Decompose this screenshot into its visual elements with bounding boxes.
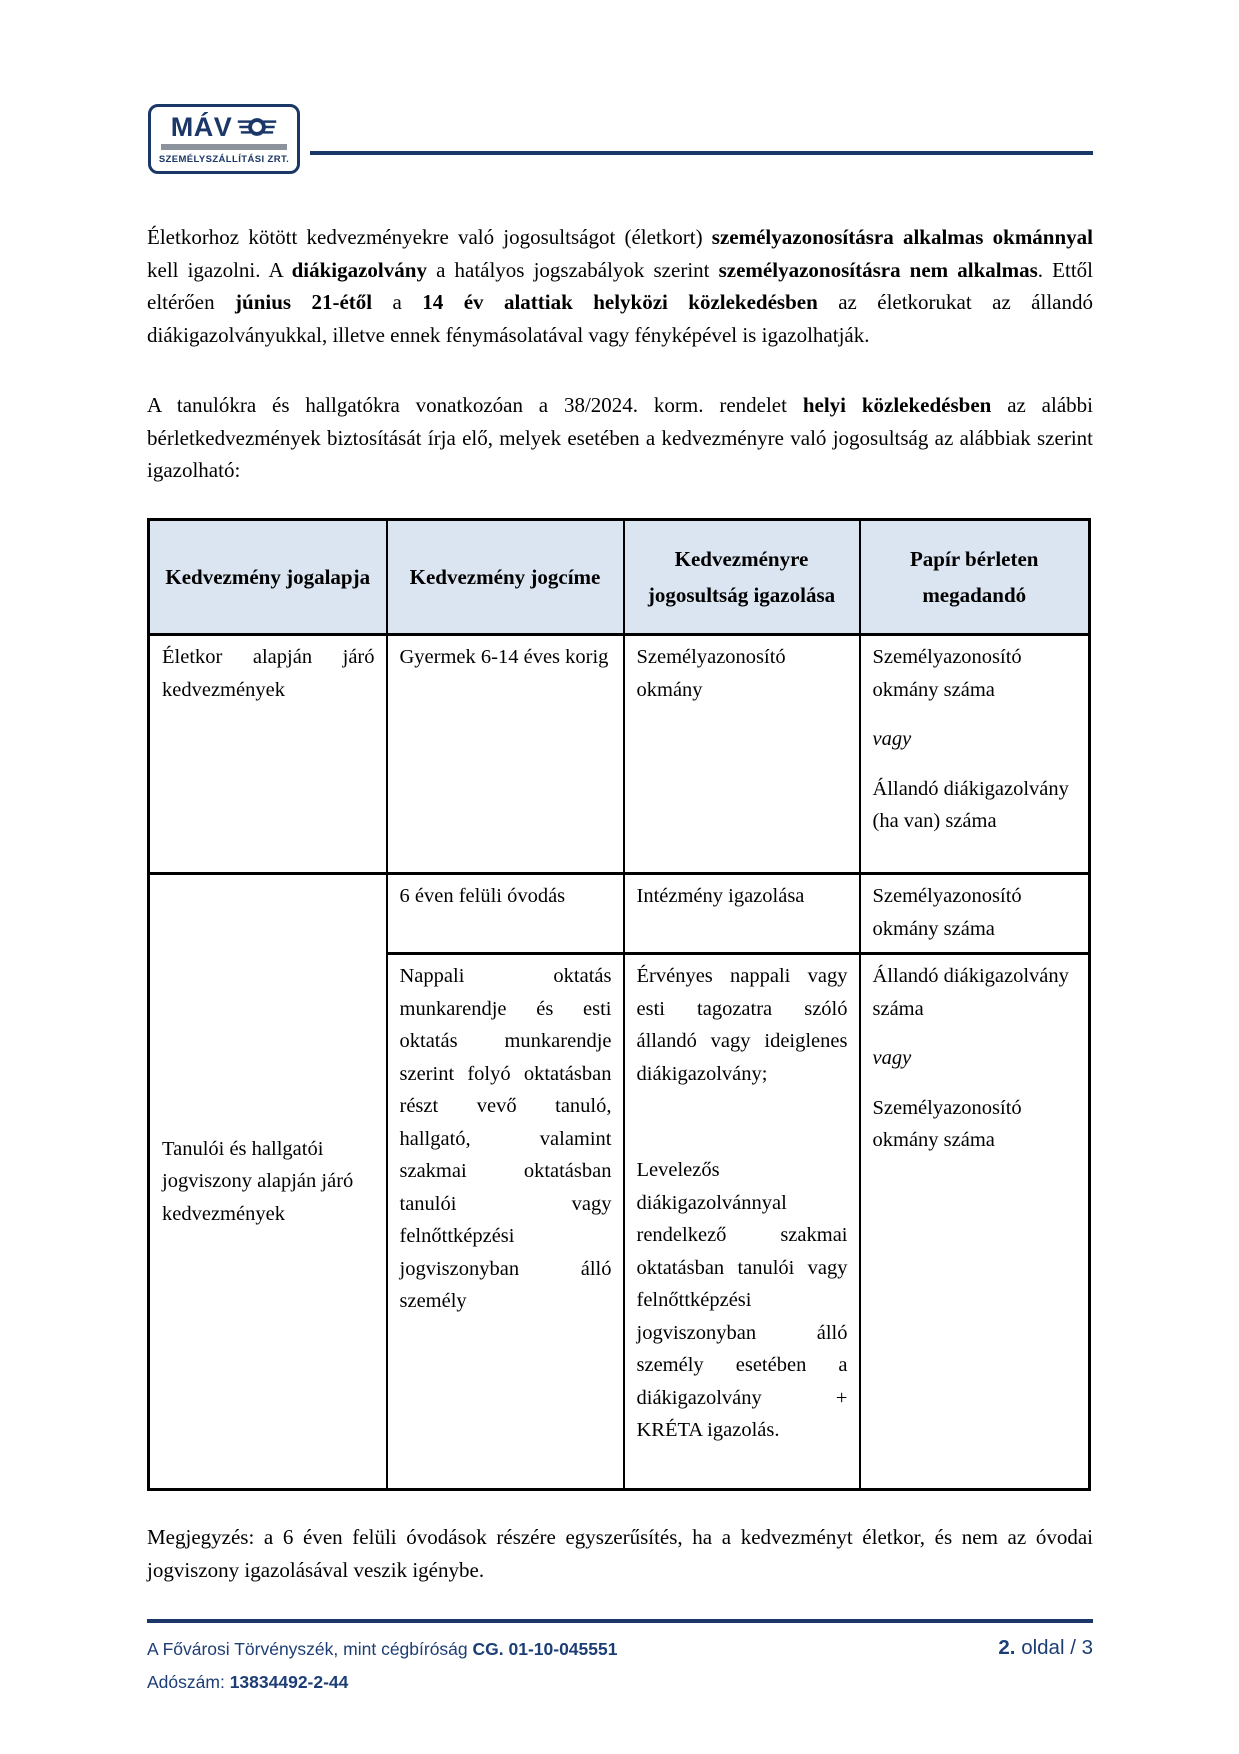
cell-age-proof: Személyazonosító okmány	[624, 635, 860, 874]
cell-paragraph: Állandó diákigazolvány száma	[872, 965, 1069, 1020]
or-separator: vagy	[872, 1047, 912, 1069]
cell-age-title: Gyermek 6-14 éves korig	[387, 635, 624, 874]
footer-company-info	[147, 1633, 847, 1699]
table-row	[149, 874, 1090, 954]
cell-paragraph: Levelezős diákigazolvánnyal rendelkező szakmai oktatásban tanulói vagy felnőttképzési jogviszonyban álló személy esetében a diákigazolvány + KRÉTA igazolás.	[636, 1159, 848, 1441]
page-number: 2. oldal / 3	[998, 1636, 1093, 1659]
cell-paragraph: Személyazonosító okmány száma	[872, 646, 1022, 701]
logo-brand-text: MÁV	[170, 111, 233, 142]
discount-table	[147, 518, 1091, 1491]
table-header-row	[149, 520, 1090, 635]
cell-age-paper	[860, 635, 1090, 874]
cell-paragraph: Személyazonosító okmány száma	[872, 1096, 1022, 1151]
cell-paragraph: Érvényes nappali vagy esti tagozatra szóló állandó vagy ideiglenes diákigazolvány;	[636, 965, 848, 1085]
cell-student-title: Nappali oktatás munkarendje és esti oktatás munkarendje szerint folyó oktatásban részt vevő tanuló, hallgató, valamint szakmai oktatásban tanulói vagy felnőttképzési jogviszonyban álló személy	[387, 954, 624, 1490]
or-separator: vagy	[872, 728, 912, 750]
logo-divider-bar	[161, 144, 287, 150]
winged-wheel-icon	[237, 114, 277, 140]
header-cell-title: Kedvezmény jogcíme	[387, 520, 624, 635]
cell-student-paper	[860, 954, 1090, 1490]
header-cell-proof: Kedvezményre jogosultság igazolása	[624, 520, 860, 635]
cell-age-basis: Életkor alapján járó kedvezmények	[149, 635, 387, 874]
cell-student-proof	[624, 954, 860, 1490]
intro-paragraph-2: A tanulókra és hallgatókra vonatkozóan a 38/2024. korm. rendelet helyi közlekedésben az alábbi bérletkedvezmények biztosítását írja elő, melyek esetében a kedvezményre való jogosultság az alábbiak szerint igazolható:	[147, 393, 1093, 482]
logo-row	[151, 112, 297, 142]
cell-paragraph: Állandó diákigazolvány (ha van) száma	[872, 777, 1069, 832]
header-cell-legal-basis: Kedvezmény jogalapja	[149, 520, 387, 635]
table-row	[149, 635, 1090, 874]
header-rule	[310, 151, 1093, 155]
footer-tax-number: Adószám: 13834492-2-44	[147, 1672, 349, 1692]
cell-kindergarten-title: 6 éven felüli óvodás	[387, 874, 624, 954]
note-paragraph: Megjegyzés: a 6 éven felüli óvodások részére egyszerűsítés, ha a kedvezményt életkor, és nem az óvodai jogviszony igazolásával veszik igénybe.	[147, 1525, 1093, 1582]
cell-student-basis: Tanulói és hallgatói jogviszony alapján járó kedvezmények	[149, 874, 387, 1490]
footer-court-registration: A Fővárosi Törvényszék, mint cégbíróság CG. 01-10-045551	[147, 1639, 618, 1659]
mav-logo	[148, 104, 300, 174]
logo-subtitle: SZEMÉLYSZÁLLÍTÁSI ZRT.	[158, 154, 290, 165]
cell-kindergarten-proof: Intézmény igazolása	[624, 874, 860, 954]
header-cell-paper-pass: Papír bérleten megadandó	[860, 520, 1090, 635]
cell-kindergarten-paper: Személyazonosító okmány száma	[860, 874, 1090, 954]
footer-rule	[147, 1619, 1093, 1623]
intro-paragraph-1: Életkorhoz kötött kedvezményekre való jogosultságot (életkort) személyazonosításra alkalmas okmánnyal kell igazolni. A diákigazolvány a hatályos jogszabályok szerint személyazonosításra nem alkalmas. Ettől eltérően június 21-étől a 14 év alattiak helyközi közlekedésben az életkorukat az állandó diákigazolványukkal, illetve ennek fénymásolatával vagy fényképével is igazolhatják.	[147, 225, 1094, 347]
